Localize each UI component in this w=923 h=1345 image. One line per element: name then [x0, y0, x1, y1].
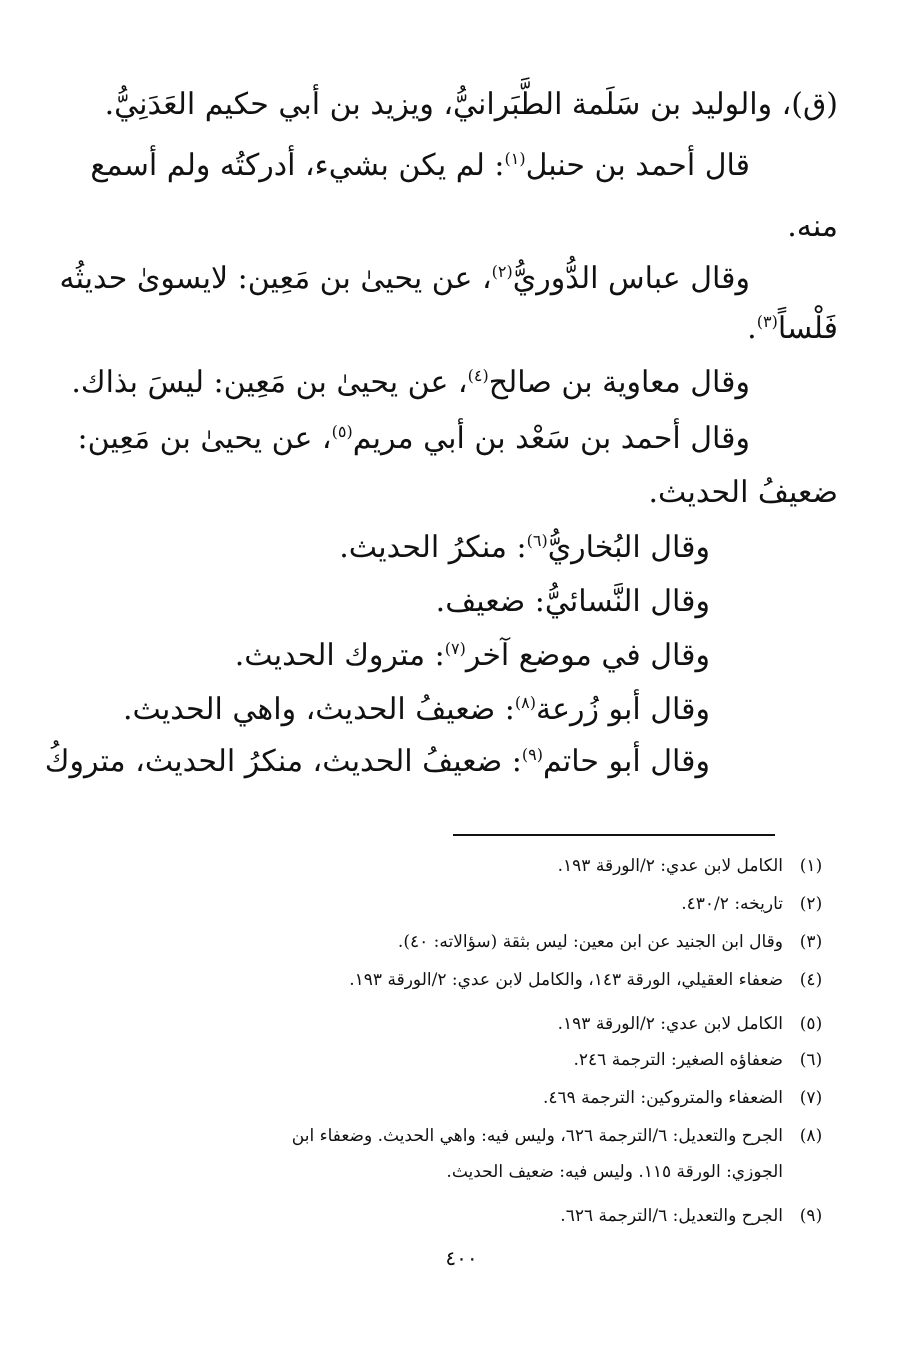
- body-line-10: [85, 581, 710, 623]
- body-line-9: [85, 527, 710, 569]
- footnote-text: الكامل لابن عدي: ٢/الورقة ١٩٣.: [557, 856, 783, 876]
- footnote-ref-9[interactable]: (٩): [521, 745, 543, 764]
- text-segment: قال أحمد بن حنبل: [525, 148, 750, 183]
- footnote-text: الكامل لابن عدي: ٢/الورقة ١٩٣.: [557, 1014, 783, 1034]
- footnote-text: تاريخه: ٤٣٠/٢.: [681, 894, 783, 914]
- footnote-number: (٧): [799, 1088, 823, 1108]
- body-line-6: [71, 362, 750, 404]
- body-line-13: [44, 741, 710, 783]
- body-line-2: [85, 145, 750, 187]
- body-line-1: [85, 84, 838, 126]
- body-line-5: [85, 308, 838, 350]
- footnote-ref-3[interactable]: (٣): [756, 312, 778, 331]
- footnote-text: الجرح والتعديل: ٦/الترجمة ٦٢٦، وليس فيه: واهي الحديث. وضعفاء ابن: [291, 1126, 783, 1146]
- text-segment: وقال البُخاريُّ: [547, 530, 710, 565]
- footnote-4: [75, 964, 823, 996]
- text-segment: وقال عباس الدُّوريُّ: [512, 261, 750, 296]
- footnote-text: وقال ابن الجنيد عن ابن معين: ليس بثقة (سؤالاته: ٤٠).: [397, 932, 783, 952]
- footnote-number: (٥): [799, 1014, 823, 1034]
- text-segment: : منكرُ الحديث.: [339, 530, 527, 565]
- text-segment: (ق)، والوليد بن سَلَمة الطَّبَرانيُّ، ويزيد بن أبي حكيم العَدَنِيُّ.: [104, 87, 838, 122]
- footnote-2: [75, 888, 823, 920]
- footnote-number: (٨): [799, 1126, 823, 1146]
- text-segment: وقال أبو حاتم: [542, 744, 710, 779]
- footnote-ref-5[interactable]: (٥): [331, 422, 353, 441]
- text-segment: وقال النَّسائيُّ: ضعيف.: [435, 584, 710, 619]
- footnote-ref-4[interactable]: (٤): [467, 366, 489, 385]
- body-line-4: [59, 258, 750, 300]
- text-segment: وقال أحمد بن سَعْد بن أبي مريم: [352, 421, 750, 456]
- footnote-7: [75, 1082, 823, 1114]
- text-segment: ، عن يحيىٰ بن مَعِين: لايسوىٰ حديثُه: [59, 261, 492, 296]
- text-segment: : لم يكن بشيء، أدركتُه ولم أسمع: [90, 148, 505, 183]
- footnote-6: [75, 1044, 823, 1076]
- text-segment: وقال أبو زُرعة: [536, 692, 710, 727]
- page-number: ٤٠٠: [445, 1246, 478, 1270]
- footnote-text: ضعفاؤه الصغير: الترجمة ٢٤٦.: [573, 1050, 783, 1070]
- footnote-number: (٣): [799, 932, 823, 952]
- footnote-ref-2[interactable]: (٢): [491, 262, 513, 281]
- text-segment: : ضعيفُ الحديث، واهي الحديث.: [122, 692, 515, 727]
- footnote-text: ضعفاء العقيلي، الورقة ١٤٣، والكامل لابن عدي: ٢/الورقة ١٩٣.: [349, 970, 783, 990]
- text-segment: فَلْساً: [777, 311, 838, 346]
- footnote-ref-1[interactable]: (١): [504, 149, 526, 168]
- footnote-text: الجرح والتعديل: ٦/الترجمة ٦٢٦.: [560, 1206, 783, 1226]
- text-segment: وقال معاوية بن صالح: [488, 365, 750, 400]
- footnote-text: الجوزي: الورقة ١١٥. وليس فيه: ضعيف الحديث.: [446, 1162, 783, 1182]
- footnote-9: [75, 1200, 823, 1232]
- text-segment: ، عن يحيىٰ بن مَعِين:: [77, 421, 332, 456]
- footnote-number: (٦): [799, 1050, 823, 1070]
- footnote-number: (٩): [799, 1206, 823, 1226]
- footnote-text: الضعفاء والمتروكين: الترجمة ٤٦٩.: [542, 1088, 783, 1108]
- footnote-5: [75, 1008, 823, 1040]
- text-segment: : متروك الحديث.: [234, 638, 445, 673]
- footnote-ref-8[interactable]: (٨): [514, 693, 537, 712]
- body-line-12: [85, 689, 710, 731]
- text-segment: منه.: [787, 209, 838, 244]
- body-line-3: [85, 206, 838, 248]
- footnote-8-continuation: [75, 1156, 783, 1188]
- footnote-divider: [453, 834, 775, 836]
- text-segment: .: [747, 311, 757, 346]
- footnote-1: [75, 850, 823, 882]
- text-segment: ضعيفُ الحديث.: [648, 475, 838, 510]
- text-segment: ، عن يحيىٰ بن مَعِين: ليسَ بذاك.: [71, 365, 468, 400]
- text-segment: وقال في موضع آخر: [465, 638, 710, 673]
- footnote-number: (٤): [799, 970, 823, 990]
- body-line-8: [85, 472, 838, 514]
- text-segment: : ضعيفُ الحديث، منكرُ الحديث، متروكُ: [44, 744, 522, 779]
- body-line-7: [77, 418, 750, 460]
- footnote-number: (٢): [799, 894, 823, 914]
- footnote-ref-6[interactable]: (٦): [526, 531, 548, 550]
- footnote-number: (١): [799, 856, 823, 876]
- body-line-11: [85, 635, 710, 677]
- footnote-3: [75, 926, 823, 958]
- footnote-ref-7[interactable]: (٧): [444, 639, 466, 658]
- footnote-8: [75, 1120, 823, 1152]
